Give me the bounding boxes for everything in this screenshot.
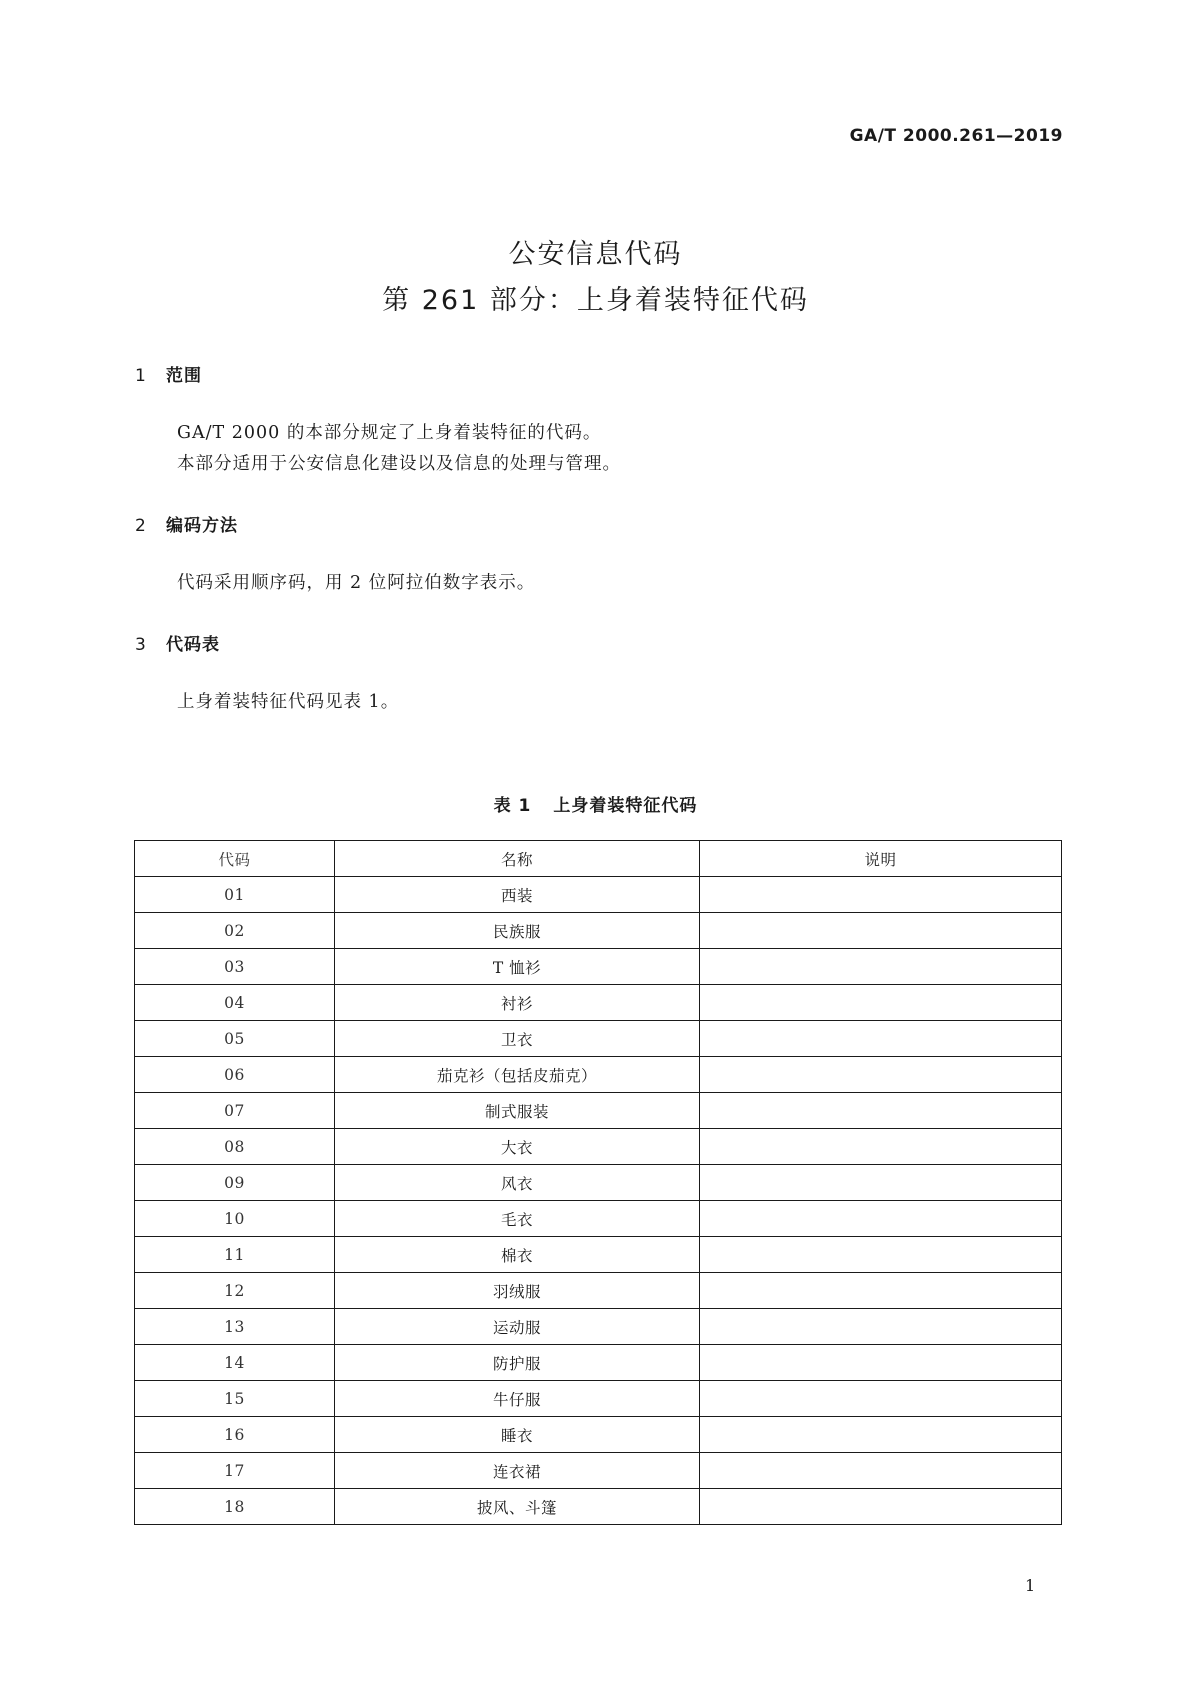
table-row [135,1129,1062,1165]
cell-name: 衬衫 [335,985,700,1021]
table-row [135,1165,1062,1201]
cell-name: 连衣裙 [335,1453,700,1489]
paragraph: 代码采用顺序码，用 2 位阿拉伯数字表示。 [177,573,536,593]
cell-name: 棉衣 [335,1237,700,1273]
cell-description [700,1093,1062,1129]
table-row [135,1201,1062,1237]
cell-code: 02 [135,913,335,949]
table-row [135,913,1062,949]
cell-description [700,913,1062,949]
cell-code: 04 [135,985,335,1021]
cell-description [700,949,1062,985]
cell-code: 07 [135,1093,335,1129]
cell-name: 制式服装 [335,1093,700,1129]
table-row [135,1417,1062,1453]
cell-code: 11 [135,1237,335,1273]
table-caption-label: 表 1 [493,796,532,816]
cell-code: 18 [135,1489,335,1525]
cell-name: 毛衣 [335,1201,700,1237]
cell-description [700,1201,1062,1237]
cell-description [700,985,1062,1021]
section-number: 1 [135,366,147,386]
cell-description [700,1309,1062,1345]
table-row [135,1021,1062,1057]
cell-code: 05 [135,1021,335,1057]
paragraph: 上身着装特征代码见表 1。 [177,692,400,712]
section-title: 代码表 [166,635,220,655]
table-row [135,1453,1062,1489]
cell-name: 茄克衫（包括皮茄克） [335,1057,700,1093]
cell-name: 大衣 [335,1129,700,1165]
cell-code: 06 [135,1057,335,1093]
cell-description [700,1345,1062,1381]
section-heading-code-table [135,630,220,655]
document-title: 公安信息代码 [508,239,683,270]
cell-name: 西装 [335,877,700,913]
table-caption [0,791,1191,816]
section-heading-scope [135,361,202,386]
cell-description [700,1129,1062,1165]
header-description: 说明 [700,841,1062,877]
section-number: 2 [135,516,147,536]
table-row [135,1057,1062,1093]
cell-name: 防护服 [335,1345,700,1381]
table-row [135,1345,1062,1381]
table-row [135,1381,1062,1417]
paragraph: GA/T 2000 的本部分规定了上身着装特征的代码。 [177,423,602,443]
cell-name: 披风、斗篷 [335,1489,700,1525]
table-row [135,1489,1062,1525]
table-row [135,985,1062,1021]
cell-name: 运动服 [335,1309,700,1345]
cell-code: 13 [135,1309,335,1345]
table-body [135,877,1062,1525]
cell-code: 03 [135,949,335,985]
cell-description [700,1237,1062,1273]
cell-code: 16 [135,1417,335,1453]
section-heading-coding-method [135,511,238,536]
table-row [135,1237,1062,1273]
cell-description [700,1381,1062,1417]
cell-description [700,877,1062,913]
table-row [135,877,1062,913]
cell-code: 08 [135,1129,335,1165]
cell-description [700,1417,1062,1453]
cell-description [700,1453,1062,1489]
standard-number: GA/T 2000.261—2019 [849,126,1063,146]
paragraph: 本部分适用于公安信息化建设以及信息的处理与管理。 [177,454,621,474]
cell-name: T 恤衫 [335,949,700,985]
cell-description [700,1489,1062,1525]
header-code: 代码 [135,841,335,877]
cell-name: 民族服 [335,913,700,949]
cell-description [700,1057,1062,1093]
cell-code: 10 [135,1201,335,1237]
cell-name: 牛仔服 [335,1381,700,1417]
table-row [135,949,1062,985]
header-name: 名称 [335,841,700,877]
section-number: 3 [135,635,147,655]
cell-name: 羽绒服 [335,1273,700,1309]
cell-description [700,1165,1062,1201]
cell-description [700,1273,1062,1309]
page-number: 1 [1025,1576,1036,1595]
document-subtitle: 第 261 部分：上身着装特征代码 [382,285,809,316]
code-table [134,840,1062,1525]
table-row [135,1309,1062,1345]
cell-code: 01 [135,877,335,913]
table-header-row [135,841,1062,877]
cell-code: 14 [135,1345,335,1381]
cell-name: 睡衣 [335,1417,700,1453]
section-title: 范围 [166,366,202,386]
cell-name: 风衣 [335,1165,700,1201]
cell-code: 12 [135,1273,335,1309]
table-row [135,1093,1062,1129]
cell-code: 15 [135,1381,335,1417]
cell-code: 17 [135,1453,335,1489]
table-row [135,1273,1062,1309]
cell-description [700,1021,1062,1057]
cell-code: 09 [135,1165,335,1201]
cell-name: 卫衣 [335,1021,700,1057]
table-caption-title: 上身着装特征代码 [553,796,698,816]
section-title: 编码方法 [166,516,238,536]
